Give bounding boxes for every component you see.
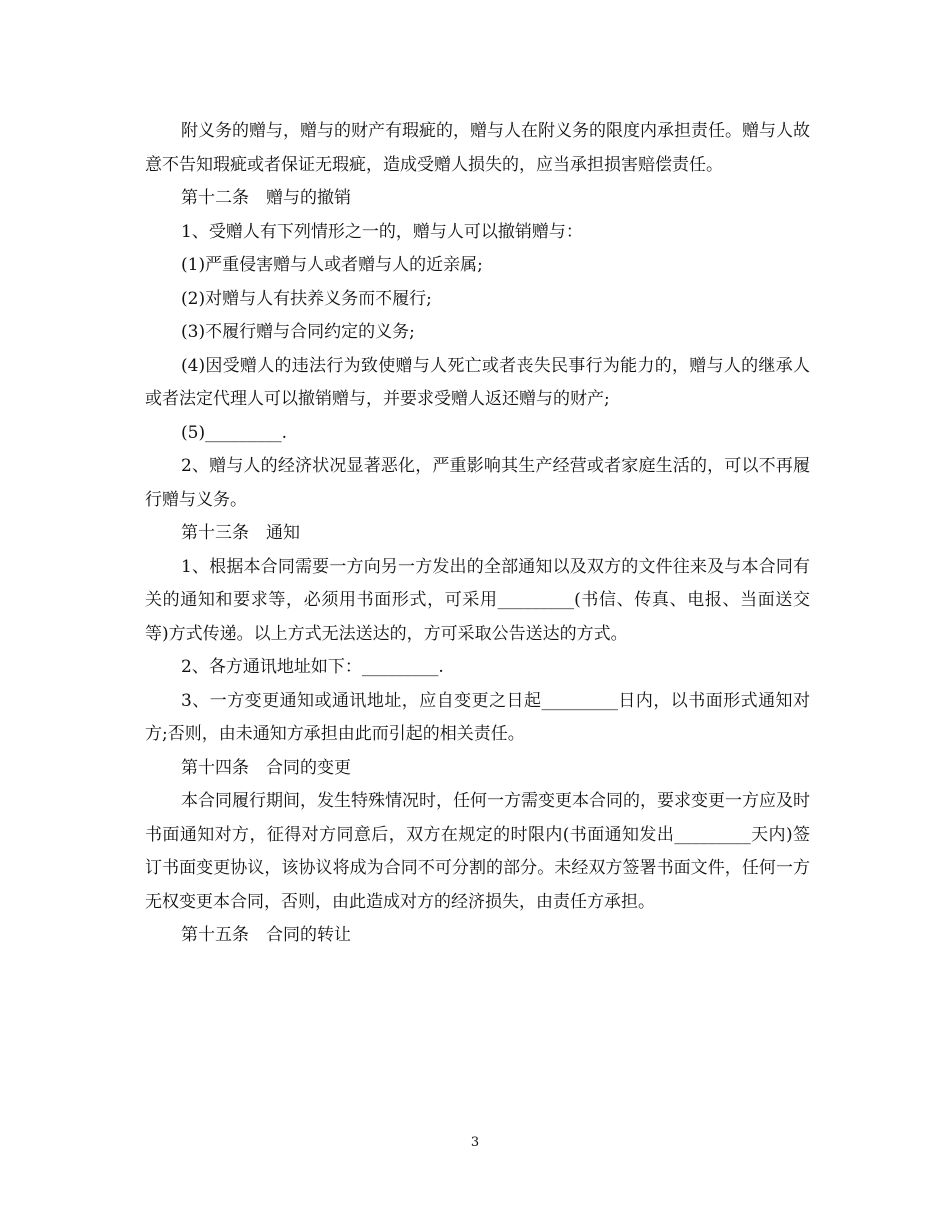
paragraph-notice-change: 3、一方变更通知或通讯地址，应自变更之日起_________日内，以书面形式通知对方;否则，由未通知方承担由此而引起的相关责任。 xyxy=(145,690,810,744)
paragraph-revocation-intro: 1、受赠人有下列情形之一的，赠与人可以撤销赠与： xyxy=(181,221,583,242)
list-item-revocation-3: (3)不履行赠与合同约定的义务; xyxy=(181,322,415,342)
paragraph-contract-change: 本合同履行期间，发生特殊情况时，任何一方需变更本合同的，要求变更一方应及时书面通知对方，征得对方同意后，双方在规定的时限内(书面通知发出_________天内)签订书面变更协议，该协议将成为合同不可分割的部分。未经双方签署书面文件，任何一方无权变更本合同，否则，由此造成对方的经济损失，由责任方承担。 xyxy=(145,791,810,912)
list-item-revocation-2: (2)对赠与人有扶养义务而不履行; xyxy=(181,288,432,309)
document-body xyxy=(145,115,810,953)
article-14-heading: 第十四条 合同的变更 xyxy=(181,757,351,778)
paragraph-notice-form: 1、根据本合同需要一方向另一方发出的全部通知以及双方的文件往来及与本合同有关的通知和要求等，必须用书面形式，可采用_________(书信、传真、电报、当面送交等)方式传递。以上方式无法送达的，方可采取公告送达的方式。 xyxy=(145,556,810,644)
paragraph-notice-address: 2、各方通讯地址如下：_________. xyxy=(181,657,444,677)
article-15-heading: 第十五条 合同的转让 xyxy=(181,925,351,945)
article-13-heading: 第十三条 通知 xyxy=(181,523,300,543)
list-item-revocation-5: (5)_________. xyxy=(181,422,287,443)
page-number: 3 xyxy=(470,1135,480,1150)
list-item-revocation-4: (4)因受赠人的违法行为致使赠与人死亡或者丧失民事行为能力的，赠与人的继承人或者法定代理人可以撤销赠与，并要求受赠人返还赠与的财产; xyxy=(145,355,810,409)
paragraph-gift-with-obligation: 附义务的赠与，赠与的财产有瑕疵的，赠与人在附义务的限度内承担责任。赠与人故意不告知瑕疵或者保证无瑕疵，造成受赠人损失的，应当承担损害赔偿责任。 xyxy=(145,121,810,175)
paragraph-economic-deterioration: 2、赠与人的经济状况显著恶化，严重影响其生产经营或者家庭生活的，可以不再履行赠与义务。 xyxy=(145,456,810,510)
list-item-revocation-1: (1)严重侵害赠与人或者赠与人的近亲属; xyxy=(181,255,483,275)
article-12-heading: 第十二条 赠与的撤销 xyxy=(181,188,351,208)
